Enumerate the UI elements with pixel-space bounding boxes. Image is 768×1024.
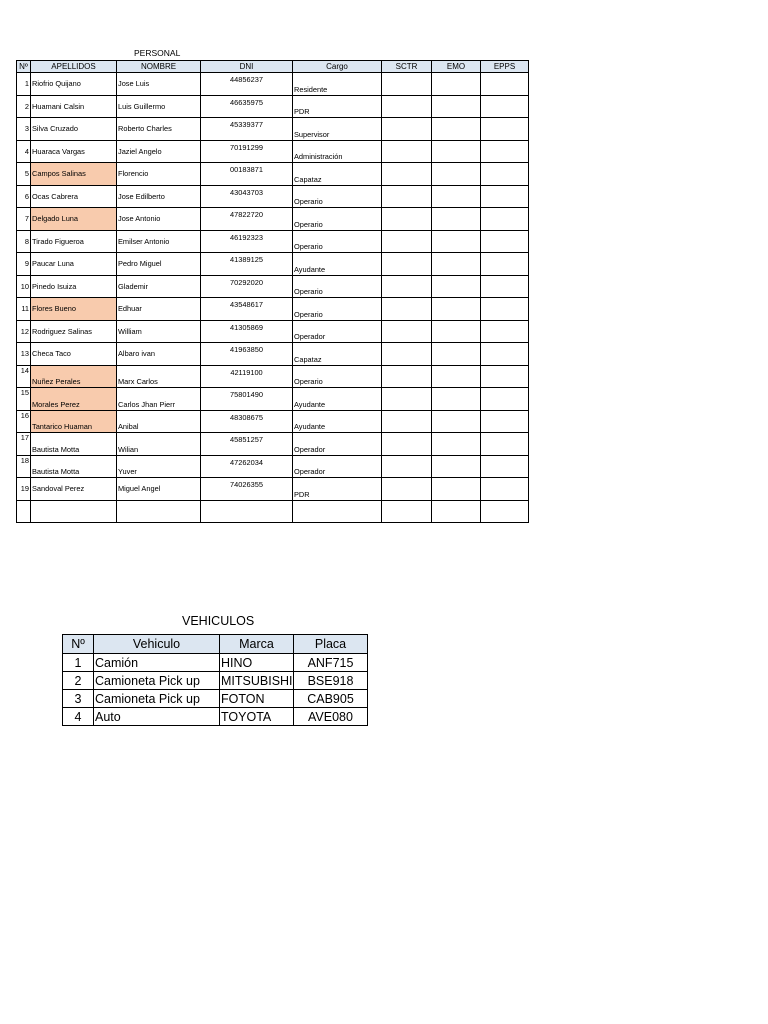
row-sctr (382, 118, 432, 141)
row-num: 10 (17, 275, 31, 298)
row-epps (481, 410, 529, 433)
row-cargo: Operario (293, 230, 382, 253)
personal-row (17, 163, 529, 186)
row-emo (432, 298, 481, 321)
veh-marca: TOYOTA (220, 708, 294, 726)
row-num: 18 (17, 455, 31, 478)
row-dni: 46635975 (201, 95, 293, 118)
row-apellidos: Pinedo Isuiza (31, 275, 117, 298)
row-nombre: Emilser Antonio (117, 230, 201, 253)
row-emo (432, 410, 481, 433)
row-num: 8 (17, 230, 31, 253)
row-sctr (382, 73, 432, 96)
personal-row (17, 365, 529, 388)
row-dni: 46192323 (201, 230, 293, 253)
row-num (17, 500, 31, 523)
row-dni: 70191299 (201, 140, 293, 163)
row-sctr (382, 95, 432, 118)
row-epps (481, 163, 529, 186)
row-nombre: Jose Antonio (117, 208, 201, 231)
row-nombre: Florencio (117, 163, 201, 186)
row-dni: 42119100 (201, 365, 293, 388)
row-epps (481, 95, 529, 118)
personal-row (17, 185, 529, 208)
header-sctr: SCTR (382, 61, 432, 73)
veh-num: 2 (63, 672, 94, 690)
row-sctr (382, 320, 432, 343)
row-emo (432, 208, 481, 231)
row-epps (481, 230, 529, 253)
row-nombre: Edhuar (117, 298, 201, 321)
row-sctr (382, 230, 432, 253)
row-epps (481, 433, 529, 456)
row-apellidos: Flores Bueno (31, 298, 117, 321)
personal-table (16, 60, 529, 523)
row-apellidos: Huamani Calsin (31, 95, 117, 118)
personal-row (17, 230, 529, 253)
row-cargo: Capataz (293, 163, 382, 186)
row-num: 3 (17, 118, 31, 141)
row-nombre: Carlos Jhan Pierr (117, 388, 201, 411)
row-emo (432, 433, 481, 456)
row-apellidos: Bautista Motta (31, 433, 117, 456)
personal-row (17, 73, 529, 96)
row-cargo: Residente (293, 73, 382, 96)
personal-row (17, 298, 529, 321)
row-emo (432, 388, 481, 411)
row-epps (481, 500, 529, 523)
veh-header-marca: Marca (220, 635, 294, 654)
veh-header-num: Nº (63, 635, 94, 654)
vehiculo-row (63, 672, 368, 690)
personal-row (17, 478, 529, 501)
row-sctr (382, 298, 432, 321)
row-dni: 70292020 (201, 275, 293, 298)
personal-row (17, 388, 529, 411)
row-apellidos: Riofrio Quijano (31, 73, 117, 96)
personal-row (17, 320, 529, 343)
row-apellidos: Tirado Figueroa (31, 230, 117, 253)
header-dni: DNI (201, 61, 293, 73)
row-sctr (382, 365, 432, 388)
row-dni: 41963850 (201, 343, 293, 366)
row-apellidos: Campos Salinas (31, 163, 117, 186)
row-dni (201, 500, 293, 523)
vehiculo-row (63, 690, 368, 708)
row-nombre: Wilian (117, 433, 201, 456)
row-apellidos: Ocas Cabrera (31, 185, 117, 208)
row-emo (432, 500, 481, 523)
personal-header-row (17, 61, 529, 73)
row-nombre: Luis Guillermo (117, 95, 201, 118)
row-num: 11 (17, 298, 31, 321)
row-cargo: Operario (293, 185, 382, 208)
personal-row (17, 343, 529, 366)
row-apellidos (31, 500, 117, 523)
row-sctr (382, 343, 432, 366)
veh-placa: AVE080 (294, 708, 368, 726)
row-cargo (293, 500, 382, 523)
row-sctr (382, 163, 432, 186)
row-num: 15 (17, 388, 31, 411)
vehiculos-table (62, 634, 368, 726)
row-apellidos: Paucar Luna (31, 253, 117, 276)
row-dni: 41389125 (201, 253, 293, 276)
row-emo (432, 253, 481, 276)
row-epps (481, 455, 529, 478)
row-num: 4 (17, 140, 31, 163)
row-epps (481, 140, 529, 163)
header-emo: EMO (432, 61, 481, 73)
row-sctr (382, 185, 432, 208)
personal-row (17, 500, 529, 523)
row-sctr (382, 208, 432, 231)
row-apellidos: Bautista Motta (31, 455, 117, 478)
row-emo (432, 118, 481, 141)
row-nombre: Marx Carlos (117, 365, 201, 388)
row-num: 2 (17, 95, 31, 118)
veh-marca: HINO (220, 654, 294, 672)
personal-row (17, 118, 529, 141)
row-epps (481, 185, 529, 208)
row-dni: 75801490 (201, 388, 293, 411)
veh-num: 3 (63, 690, 94, 708)
row-apellidos: Silva Cruzado (31, 118, 117, 141)
veh-vehiculo: Camioneta Pick up (94, 672, 220, 690)
row-dni: 47262034 (201, 455, 293, 478)
personal-row (17, 140, 529, 163)
row-apellidos: Delgado Luna (31, 208, 117, 231)
header-nombre: NOMBRE (117, 61, 201, 73)
row-cargo: Capataz (293, 343, 382, 366)
row-emo (432, 320, 481, 343)
row-num: 5 (17, 163, 31, 186)
veh-num: 4 (63, 708, 94, 726)
veh-num: 1 (63, 654, 94, 672)
row-apellidos: Checa Taco (31, 343, 117, 366)
row-nombre: Pedro Miguel (117, 253, 201, 276)
row-epps (481, 253, 529, 276)
row-sctr (382, 388, 432, 411)
row-cargo: Administración (293, 140, 382, 163)
row-dni: 74026355 (201, 478, 293, 501)
row-epps (481, 275, 529, 298)
row-cargo: Operador (293, 455, 382, 478)
row-nombre (117, 500, 201, 523)
row-sctr (382, 410, 432, 433)
row-cargo: Ayudante (293, 410, 382, 433)
personal-row (17, 455, 529, 478)
row-sctr (382, 500, 432, 523)
row-cargo: PDR (293, 95, 382, 118)
row-nombre: Jaziel Angelo (117, 140, 201, 163)
veh-marca: MITSUBISHI (221, 673, 293, 688)
row-epps (481, 208, 529, 231)
row-emo (432, 230, 481, 253)
row-cargo: Operario (293, 275, 382, 298)
row-nombre: Jose Luis (117, 73, 201, 96)
row-cargo: Operario (293, 208, 382, 231)
row-cargo: Supervisor (293, 118, 382, 141)
row-cargo: Operario (293, 298, 382, 321)
row-sctr (382, 455, 432, 478)
row-num: 9 (17, 253, 31, 276)
row-num: 7 (17, 208, 31, 231)
row-nombre: William (117, 320, 201, 343)
row-sctr (382, 253, 432, 276)
row-cargo: Ayudante (293, 253, 382, 276)
row-emo (432, 275, 481, 298)
veh-marca: FOTON (220, 690, 294, 708)
header-cargo: Cargo (293, 61, 382, 73)
personal-row (17, 410, 529, 433)
row-sctr (382, 140, 432, 163)
row-num: 6 (17, 185, 31, 208)
row-cargo: Operador (293, 320, 382, 343)
row-emo (432, 73, 481, 96)
row-dni: 43043703 (201, 185, 293, 208)
vehiculos-header-row (63, 635, 368, 654)
row-epps (481, 343, 529, 366)
veh-vehiculo: Camión (94, 654, 220, 672)
vehiculo-row (63, 708, 368, 726)
row-dni: 47822720 (201, 208, 293, 231)
row-dni: 43548617 (201, 298, 293, 321)
personal-row (17, 208, 529, 231)
row-dni: 41305869 (201, 320, 293, 343)
row-epps (481, 365, 529, 388)
row-nombre: Glademir (117, 275, 201, 298)
row-nombre: Yuver (117, 455, 201, 478)
row-num: 13 (17, 343, 31, 366)
row-num: 16 (17, 410, 31, 433)
row-emo (432, 478, 481, 501)
row-nombre: Roberto Charles (117, 118, 201, 141)
header-num: Nº (17, 61, 31, 73)
header-apellidos: APELLIDOS (31, 61, 117, 73)
row-cargo: Ayudante (293, 388, 382, 411)
row-emo (432, 185, 481, 208)
header-epps: EPPS (481, 61, 529, 73)
personal-row (17, 95, 529, 118)
veh-header-vehiculo: Vehiculo (94, 635, 220, 654)
veh-header-placa: Placa (294, 635, 368, 654)
row-emo (432, 343, 481, 366)
row-epps (481, 118, 529, 141)
row-apellidos: Tantarico Huaman (31, 410, 117, 433)
personal-row (17, 275, 529, 298)
row-apellidos: Rodriguez Salinas (31, 320, 117, 343)
row-emo (432, 163, 481, 186)
personal-title: PERSONAL (134, 48, 181, 58)
row-epps (481, 478, 529, 501)
row-cargo: Operador (293, 433, 382, 456)
veh-vehiculo: Camioneta Pick up (94, 690, 220, 708)
row-dni: 44856237 (201, 73, 293, 96)
row-dni: 00183871 (201, 163, 293, 186)
row-dni: 45851257 (201, 433, 293, 456)
row-emo (432, 140, 481, 163)
row-dni: 48308675 (201, 410, 293, 433)
veh-placa: ANF715 (294, 654, 368, 672)
row-epps (481, 73, 529, 96)
row-nombre: Jose Edilberto (117, 185, 201, 208)
row-emo (432, 455, 481, 478)
row-nombre: Anibal (117, 410, 201, 433)
personal-row (17, 253, 529, 276)
vehiculo-row (63, 654, 368, 672)
veh-vehiculo: Auto (94, 708, 220, 726)
row-apellidos: Huaraca Vargas (31, 140, 117, 163)
row-num: 14 (17, 365, 31, 388)
row-cargo: Operario (293, 365, 382, 388)
row-num: 17 (17, 433, 31, 456)
row-epps (481, 320, 529, 343)
row-emo (432, 95, 481, 118)
row-dni: 45339377 (201, 118, 293, 141)
row-epps (481, 298, 529, 321)
row-epps (481, 388, 529, 411)
row-sctr (382, 478, 432, 501)
personal-row (17, 433, 529, 456)
row-apellidos: Sandoval Perez (31, 478, 117, 501)
row-apellidos: Nuñez Perales (31, 365, 117, 388)
row-sctr (382, 433, 432, 456)
veh-placa: CAB905 (294, 690, 368, 708)
row-nombre: Albaro ivan (117, 343, 201, 366)
row-nombre: Miguel Angel (117, 478, 201, 501)
row-sctr (382, 275, 432, 298)
vehiculos-title: VEHICULOS (182, 614, 255, 628)
row-num: 19 (17, 478, 31, 501)
veh-placa: BSE918 (294, 672, 368, 690)
row-emo (432, 365, 481, 388)
row-cargo: PDR (293, 478, 382, 501)
row-apellidos: Morales Perez (31, 388, 117, 411)
row-num: 12 (17, 320, 31, 343)
row-num: 1 (17, 73, 31, 96)
